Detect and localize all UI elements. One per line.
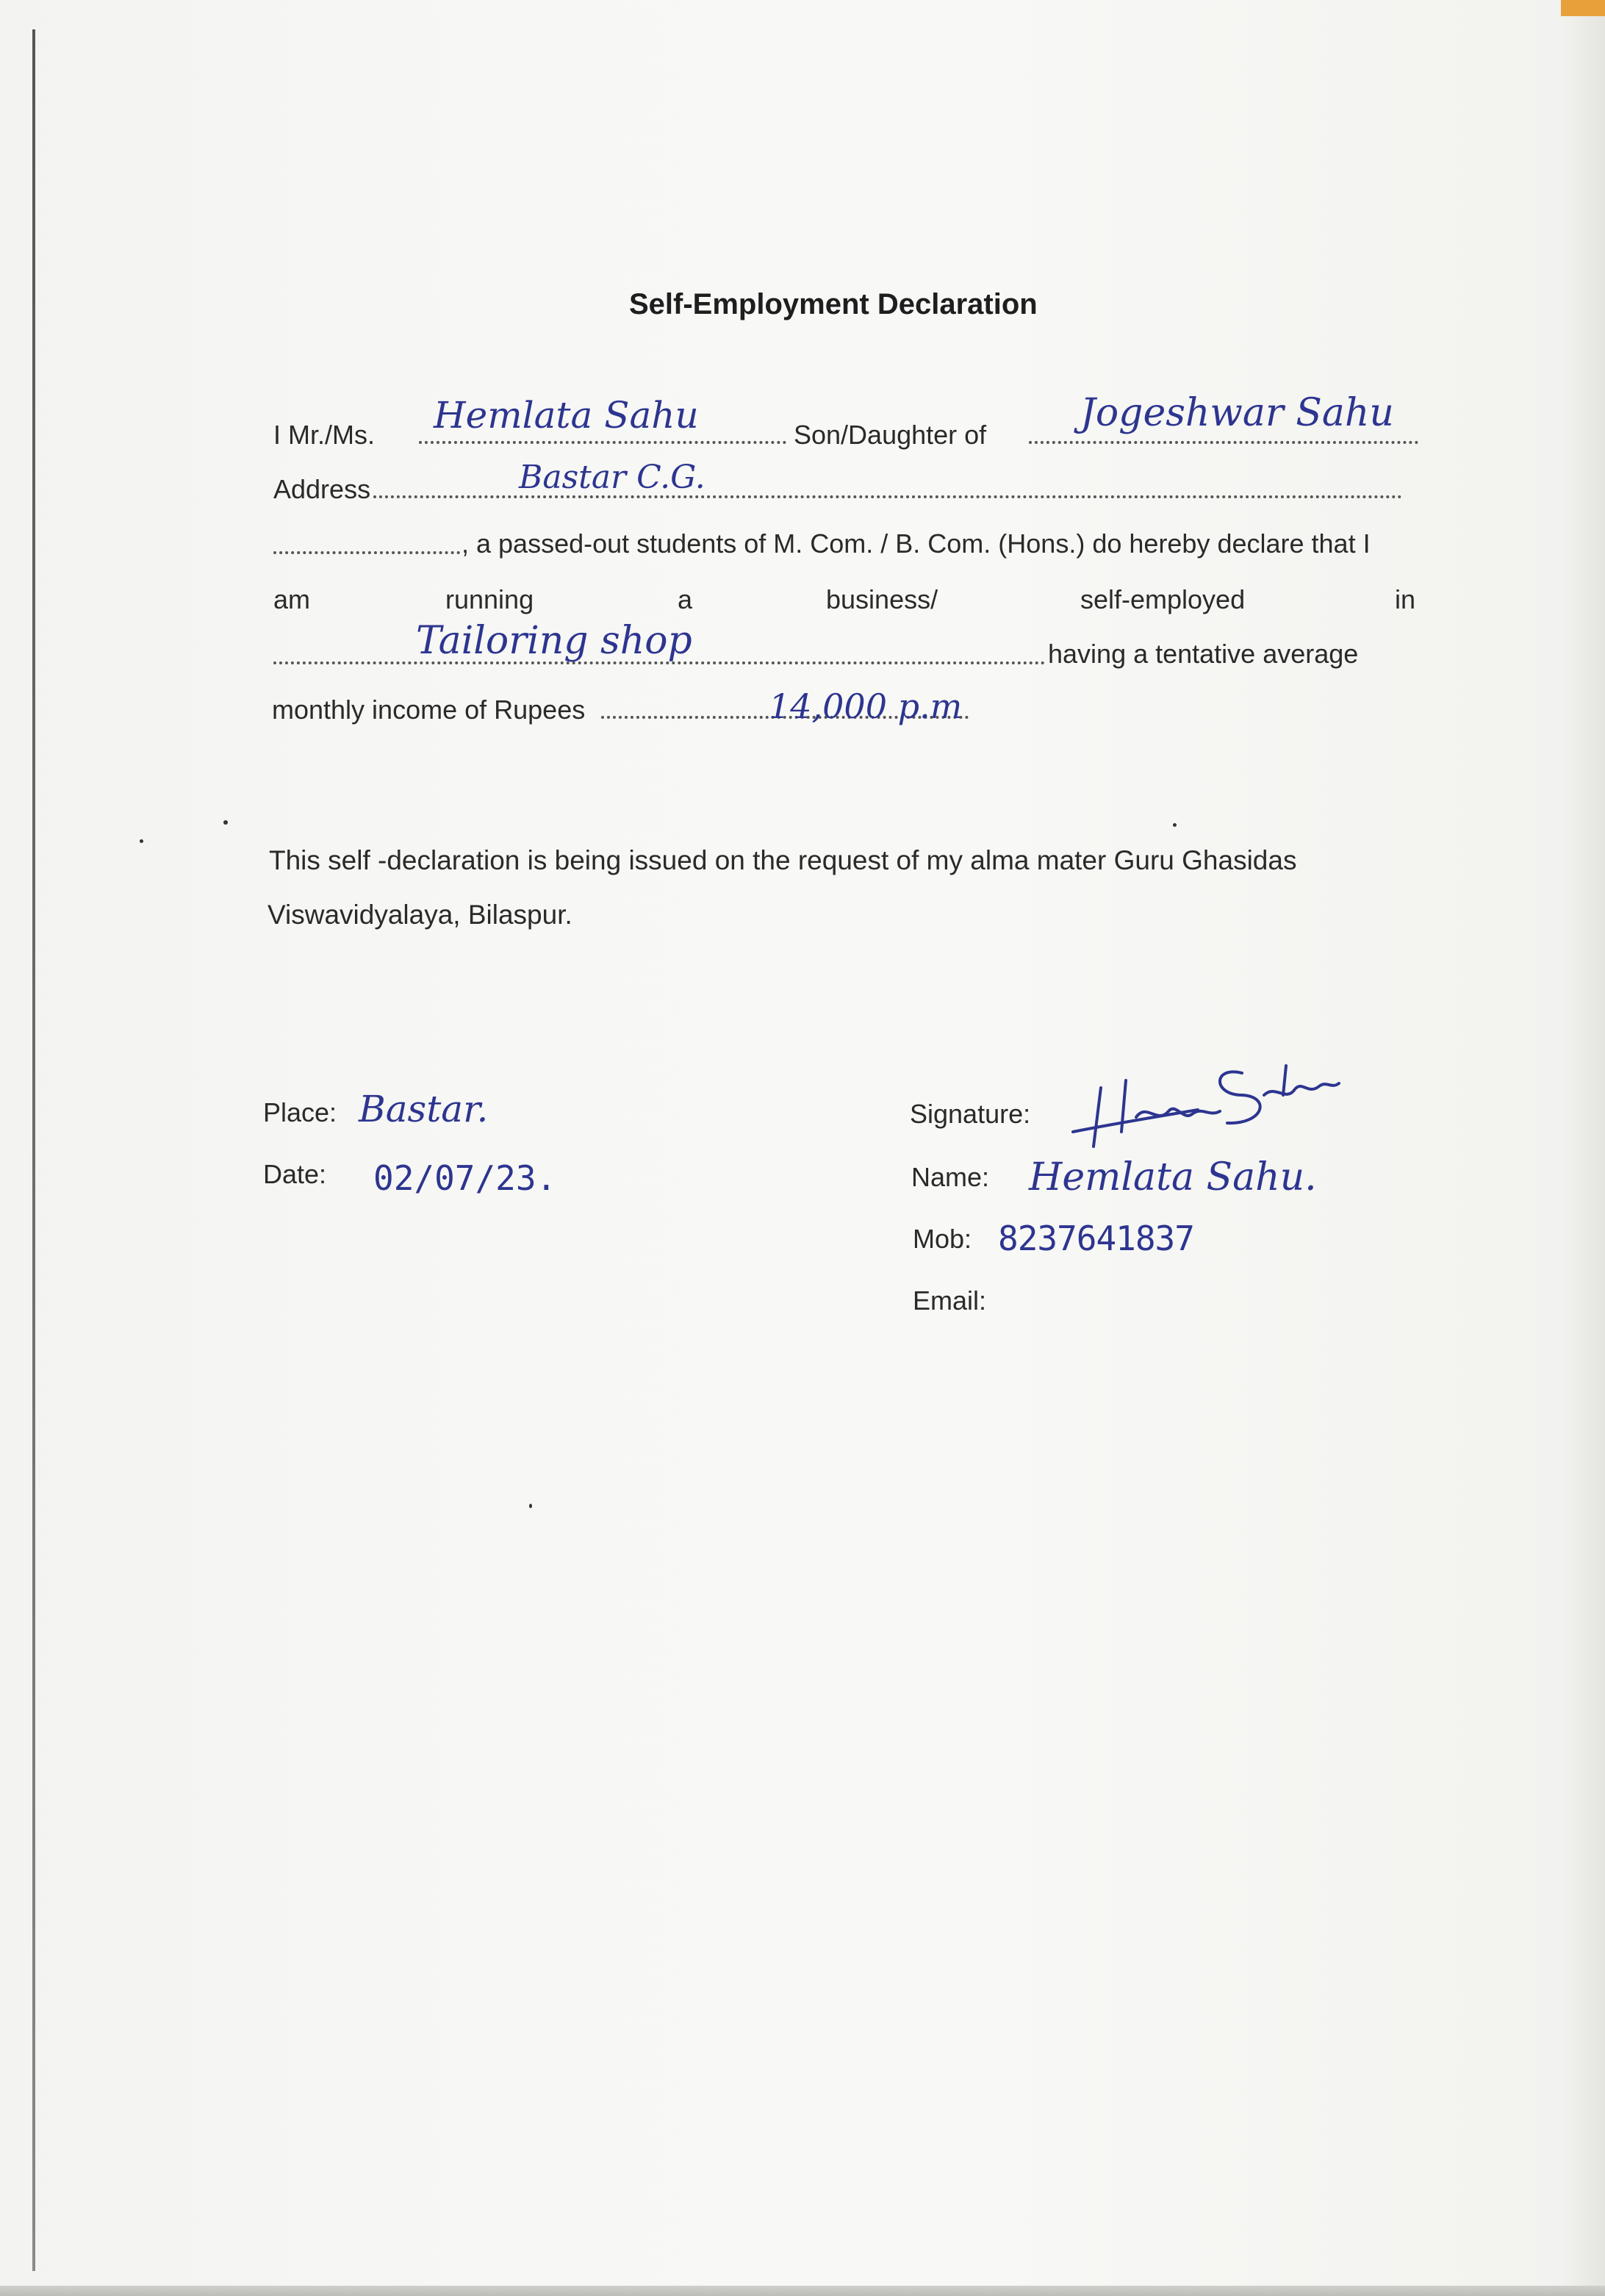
page-right-shadow xyxy=(1561,0,1605,2296)
handwritten-business: Tailoring shop xyxy=(416,619,692,663)
name-dotted-line xyxy=(419,441,786,444)
date-label: Date: xyxy=(263,1159,327,1189)
speck xyxy=(1173,823,1177,827)
bottom-edge xyxy=(0,2286,1605,2296)
signature-label: Signature: xyxy=(910,1099,1031,1129)
mr-ms-label: I Mr./Ms. xyxy=(273,420,375,450)
line4-word: a xyxy=(678,584,693,614)
line4-word: self-employed xyxy=(1080,584,1246,614)
handwritten-name: Hemlata Sahu xyxy=(434,394,699,437)
mob-label: Mob: xyxy=(913,1224,972,1254)
handwritten-income: 14,000 p.m xyxy=(769,686,963,726)
handwritten-mobile: 8237641837 xyxy=(998,1219,1194,1258)
speck xyxy=(529,1504,532,1508)
corner-tab xyxy=(1561,0,1605,16)
handwritten-place: Bastar. xyxy=(359,1088,489,1130)
declaration-line-2: Viswavidyalaya, Bilaspur. xyxy=(268,900,572,930)
line4-word: am xyxy=(273,584,311,614)
handwritten-address: Bastar C.G. xyxy=(519,459,705,496)
page-edge-shadow xyxy=(32,29,35,2271)
speck xyxy=(140,839,143,843)
address-label: Address xyxy=(273,474,371,504)
email-label: Email: xyxy=(913,1285,987,1316)
speck xyxy=(223,820,228,825)
place-label: Place: xyxy=(263,1097,337,1127)
handwritten-date: 02/07/23. xyxy=(373,1158,557,1198)
income-label: monthly income of Rupees xyxy=(272,695,586,725)
line4-word: business/ xyxy=(826,584,938,614)
document-title: Self-Employment Declaration xyxy=(629,288,1038,320)
line4-word: running xyxy=(445,584,534,614)
name-label: Name: xyxy=(911,1162,990,1192)
handwritten-parent-name: Jogeshwar Sahu xyxy=(1080,391,1394,435)
declaration-line-1: This self -declaration is being issued on the request of my alma mater Guru Ghasidas xyxy=(269,845,1297,875)
line4-word: in xyxy=(1395,584,1416,614)
passed-out-text: , a passed-out students of M. Com. / B. Com. (Hons.) do hereby declare that I xyxy=(462,528,1371,559)
handwritten-signer-name: Hemlata Sahu. xyxy=(1029,1155,1317,1199)
having-text: having a tentative average xyxy=(1048,639,1359,669)
son-daughter-label: Son/Daughter of xyxy=(794,420,987,450)
signature-scribble xyxy=(1066,1044,1345,1154)
parent-dotted-line xyxy=(1029,441,1418,444)
line3-dotted-line xyxy=(273,551,460,554)
